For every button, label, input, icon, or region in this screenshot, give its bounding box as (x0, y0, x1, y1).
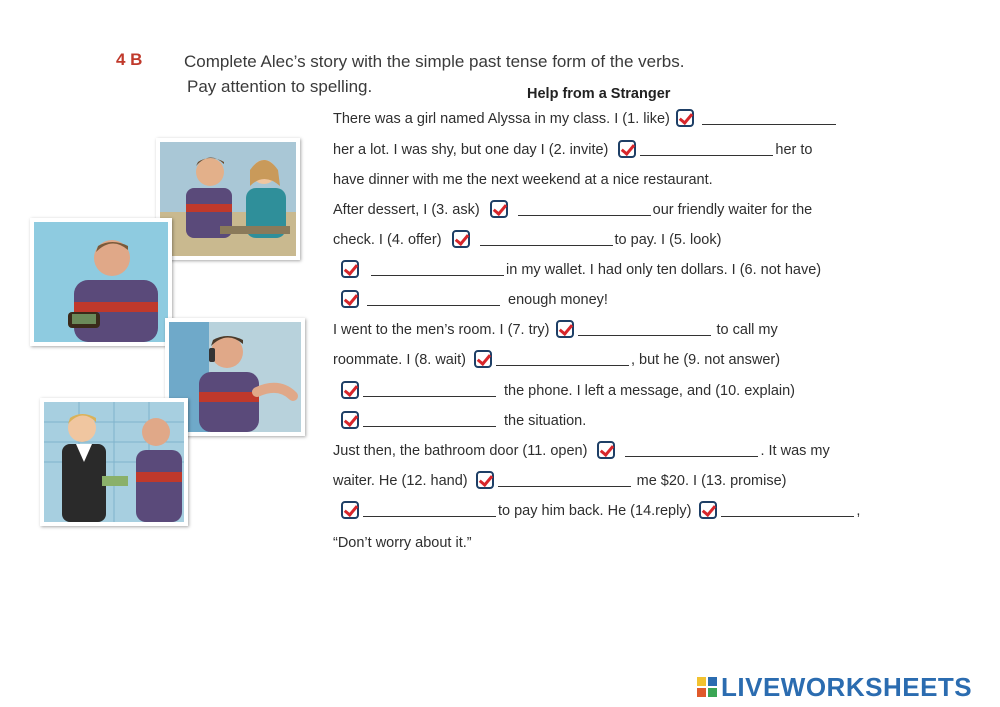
check-icon[interactable] (341, 260, 359, 278)
check-icon[interactable] (452, 230, 470, 248)
check-icon[interactable] (341, 501, 359, 519)
story-line-7 (333, 288, 608, 312)
story-line-10 (333, 379, 795, 403)
line-text: the situation. (504, 413, 587, 429)
line-text: After dessert, I (3. ask) (333, 202, 480, 218)
story-line-8 (333, 318, 778, 342)
line-text: check. I (4. offer) (333, 232, 442, 248)
answer-blank-11[interactable] (625, 441, 758, 457)
answer-blank-4[interactable] (480, 230, 613, 246)
check-icon[interactable] (341, 290, 359, 308)
instruction-line-1: Complete Alec’s story with the simple past tense form of the verbs. (184, 52, 685, 71)
line-text: have dinner with me the next weekend at a nice restaurant. (333, 172, 713, 188)
answer-blank-12[interactable] (498, 471, 631, 487)
answer-blank-3[interactable] (518, 200, 651, 216)
story-title: Help from a Stranger (527, 86, 671, 102)
line-text: . It was my (760, 443, 830, 459)
answer-blank-14[interactable] (721, 501, 854, 517)
story-line-3 (333, 168, 713, 192)
check-icon[interactable] (556, 320, 574, 338)
story-line-5 (333, 228, 721, 252)
story-line-14 (333, 499, 860, 523)
line-text: There was a girl named Alyssa in my class. I (1. like) (333, 111, 670, 127)
exercise-instructions (184, 49, 844, 99)
answer-blank-7[interactable] (578, 320, 711, 336)
line-text: waiter. He (12. hand) (333, 473, 468, 489)
liveworksheets-logo (697, 672, 972, 702)
line-text: me $20. I (13. promise) (636, 473, 787, 489)
answer-blank-5[interactable] (371, 260, 504, 276)
answer-blank-10[interactable] (363, 411, 496, 427)
exercise-number: 4 B (116, 50, 143, 69)
answer-blank-13[interactable] (363, 501, 496, 517)
story-line-1 (333, 107, 838, 131)
check-icon[interactable] (676, 109, 694, 127)
check-icon[interactable] (699, 501, 717, 519)
story-line-12 (333, 439, 830, 463)
line-text: in my wallet. I had only ten dollars. I (6. not have) (506, 262, 822, 278)
illustration-waiter-giving-money (40, 398, 188, 526)
story-line-4 (333, 198, 812, 222)
line-text: to pay him back. He (14.reply) (498, 503, 692, 519)
instruction-line-2: Pay attention to spelling. (187, 77, 373, 96)
story-line-2 (333, 138, 812, 162)
check-icon[interactable] (490, 200, 508, 218)
check-icon[interactable] (476, 471, 494, 489)
line-text: her a lot. I was shy, but one day I (2. invite) (333, 142, 609, 158)
line-text: , but he (9. not answer) (630, 352, 781, 368)
illustration-man-with-wallet (30, 218, 172, 346)
check-icon[interactable] (341, 411, 359, 429)
check-icon[interactable] (474, 350, 492, 368)
line-text: Just then, the bathroom door (11. open) (333, 443, 588, 459)
answer-blank-1[interactable] (702, 109, 836, 125)
answer-blank-6[interactable] (367, 290, 500, 306)
logo-icon (697, 677, 717, 697)
check-icon[interactable] (618, 140, 636, 158)
line-text: to pay. I (5. look) (614, 232, 722, 248)
check-icon[interactable] (341, 381, 359, 399)
logo-text: LIVEWORKSHEETS (721, 671, 973, 702)
answer-blank-8[interactable] (496, 350, 629, 366)
line-text: , (856, 503, 861, 519)
answer-blank-2[interactable] (640, 140, 773, 156)
story-line-6 (333, 258, 821, 282)
line-text: enough money! (508, 292, 608, 308)
line-text: I went to the men’s room. I (7. try) (333, 322, 550, 338)
line-text: our friendly waiter for the (652, 202, 813, 218)
line-text: the phone. I left a message, and (10. explain) (504, 383, 795, 399)
check-icon[interactable] (597, 441, 615, 459)
answer-blank-9[interactable] (363, 381, 496, 397)
story-line-15 (333, 531, 472, 555)
story-line-13 (333, 469, 787, 493)
story-line-11 (333, 409, 586, 433)
line-text: roommate. I (8. wait) (333, 352, 466, 368)
line-text: to call my (716, 322, 778, 338)
story-line-9 (333, 348, 780, 372)
line-text: her to (775, 142, 813, 158)
illustration-couple-at-table (156, 138, 300, 260)
line-text: “Don’t worry about it.” (333, 535, 472, 551)
